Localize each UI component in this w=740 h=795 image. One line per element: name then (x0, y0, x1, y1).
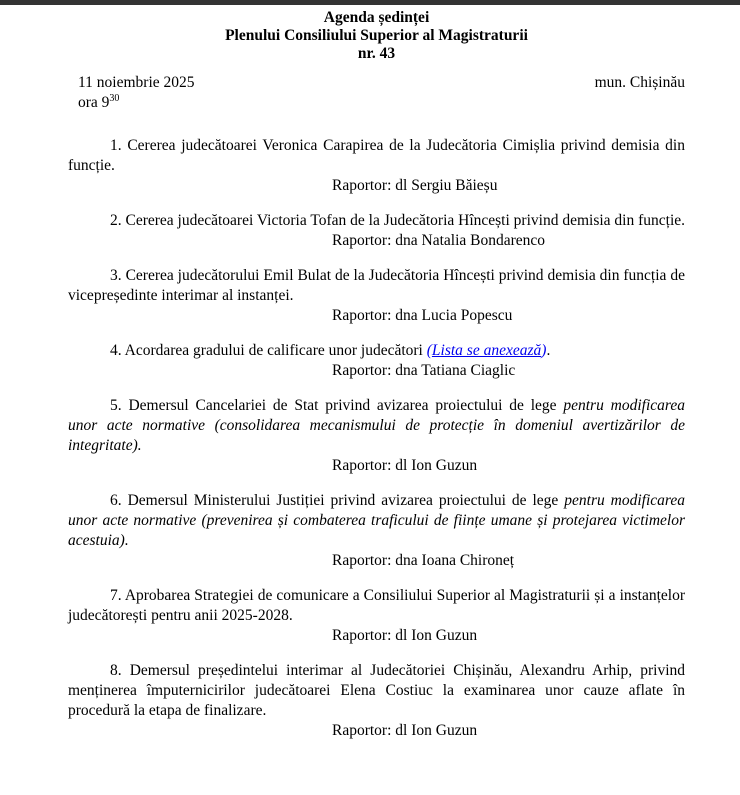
agenda-item-7-raportor: Raportor: dl Ion Guzun (332, 627, 478, 644)
agenda-document (0, 5, 740, 741)
title-line-2: Plenului Consiliului Superior al Magistraturii (225, 27, 528, 44)
time-superscript: 30 (109, 92, 120, 104)
agenda-item-3 (68, 266, 685, 326)
title-line-1: Agenda ședinței (323, 9, 430, 26)
agenda-item-1-raportor: Raportor: dl Sergiu Băieșu (332, 177, 498, 194)
title-line-3: nr. 43 (357, 45, 396, 62)
agenda-item-3-raportor: Raportor: dna Lucia Popescu (332, 307, 513, 324)
session-place: mun. Chișinău (594, 74, 685, 91)
agenda-item-2-text: 2. Cererea judecătoarei Victoria Tofan de la Judecătoria Hîncești privind demisia din funcție. (110, 212, 685, 229)
session-date: 11 noiembrie 2025 (78, 74, 195, 91)
annex-link-open-paren: ( (426, 342, 432, 359)
agenda-item-8 (68, 661, 685, 741)
agenda-item-7-text: 7. Aprobarea Strategiei de comunicare a Consiliului Superior al Magistraturii și a instanțelor judecătorești pentru anii 2025-2028. (68, 587, 685, 624)
document-title (68, 5, 685, 63)
agenda-item-2-raportor: Raportor: dna Natalia Bondarenco (332, 232, 546, 249)
agenda-item-5-raportor: Raportor: dl Ion Guzun (332, 457, 478, 474)
agenda-item-2 (68, 211, 685, 251)
agenda-item-7 (68, 586, 685, 646)
agenda-item-4 (68, 341, 685, 381)
agenda-item-4-text: 4. Acordarea gradului de calificare unor judecători (Lista se anexează). (110, 342, 551, 359)
agenda-items (68, 136, 685, 741)
agenda-item-6-text: 6. Demersul Ministerului Justiției privind avizarea proiectului de lege pentru modificarea unor acte normative (prevenirea și combaterea traficului de ființe umane și protejarea victimelor acestuia). (68, 492, 686, 549)
agenda-item-6-raportor: Raportor: dna Ioana Chironeț (332, 552, 515, 569)
agenda-item-8-text: 8. Demersul președintelui interimar al Judecătoriei Chișinău, Alexandru Arhip, privind menținerea împuternicirilor judecătoarei Elena Costiuc la examinarea unor cauze aflate în procedură la etapa de finalizare. (68, 662, 685, 719)
agenda-item-8-raportor: Raportor: dl Ion Guzun (332, 722, 478, 739)
agenda-item-3-text: 3. Cererea judecătorului Emil Bulat de la Judecătoria Hîncești privind demisia din funcția de vicepreședinte interimar al instanței. (68, 267, 685, 304)
agenda-item-6 (68, 491, 685, 571)
agenda-item-1 (68, 136, 685, 196)
agenda-item-5-text: 5. Demersul Cancelariei de Stat privind avizarea proiectului de lege pentru modificarea unor acte normative (consolidarea mecanismului de protecție în domeniul avertizărilor de integritate). (68, 397, 685, 454)
date-place-block (68, 73, 685, 113)
agenda-item-4-raportor: Raportor: dna Tatiana Ciaglic (332, 362, 516, 379)
annex-list-link[interactable]: Lista se anexează (431, 342, 542, 359)
agenda-item-1-text: 1. Cererea judecătoarei Veronica Carapirea de la Judecătoria Cimișlia privind demisia din funcție. (68, 137, 685, 174)
session-time: ora $9^{30}$ (78, 92, 120, 111)
annex-link-close-paren: ) (541, 342, 547, 359)
agenda-item-5 (68, 396, 685, 476)
